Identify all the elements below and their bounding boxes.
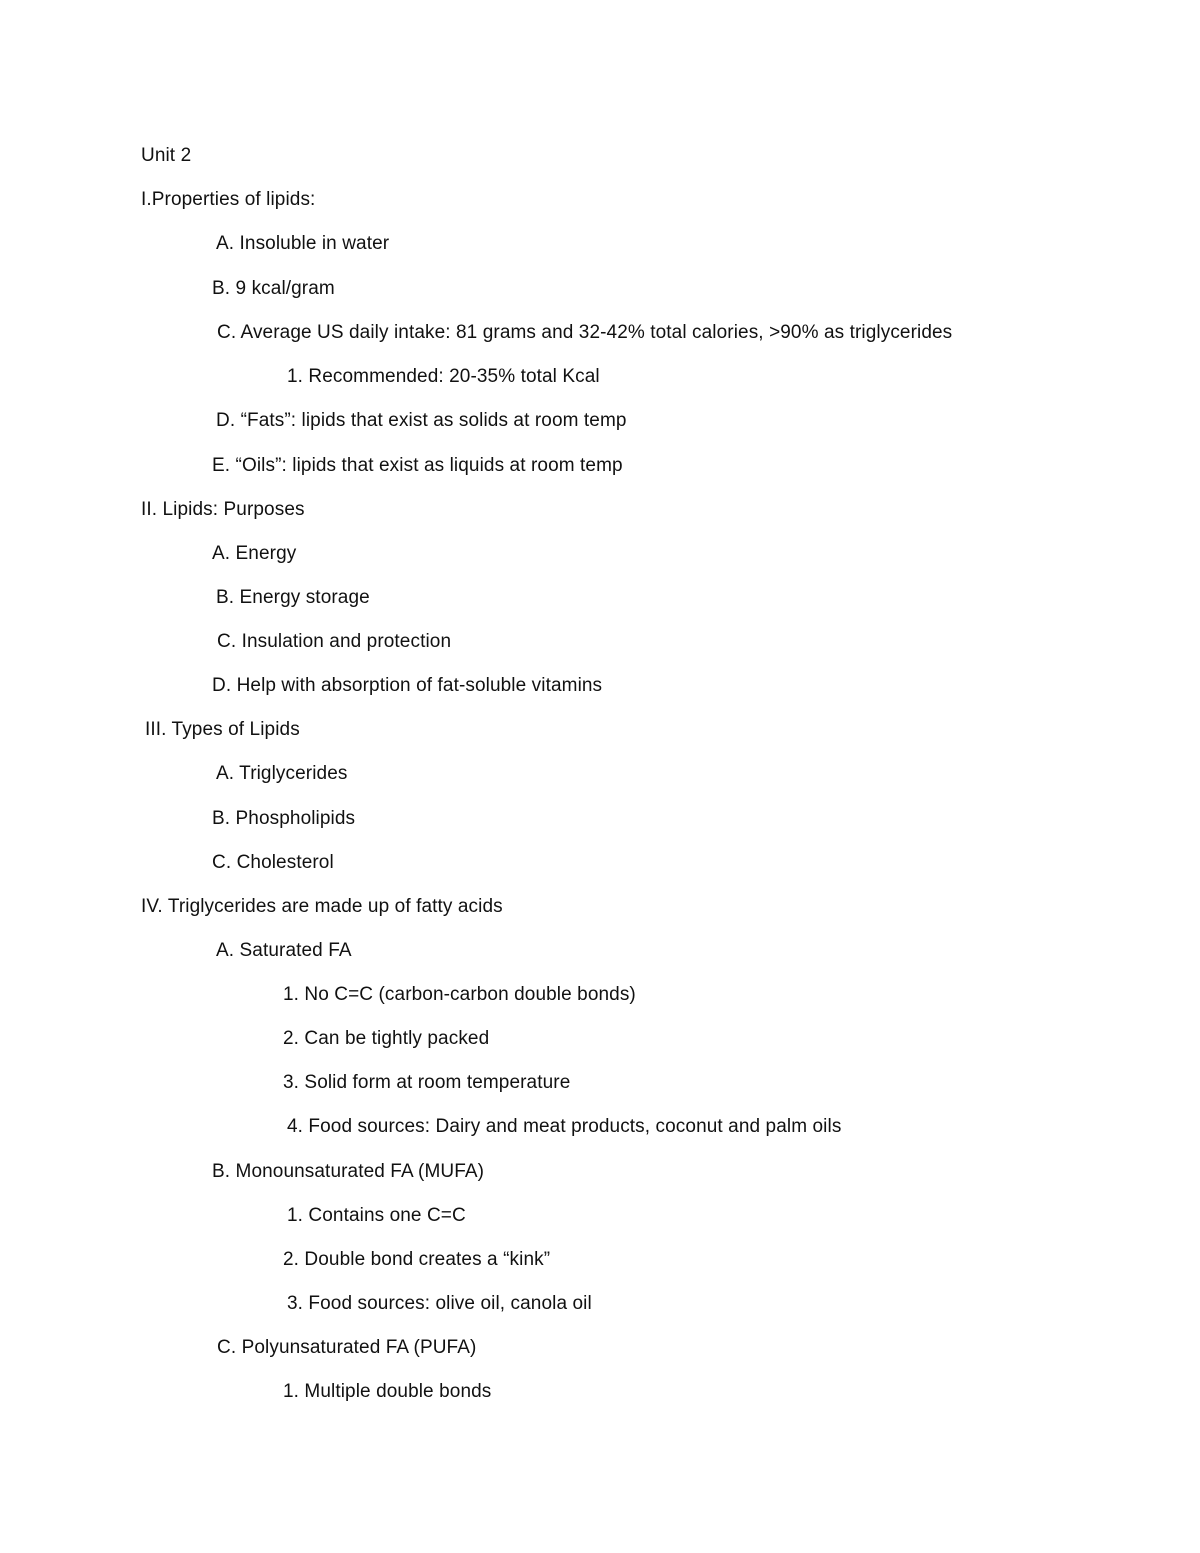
outline-subitem: 1. Contains one C=C	[287, 1205, 466, 1226]
outline-item: C. Polyunsaturated FA (PUFA)	[217, 1337, 477, 1358]
section-heading-4: IV. Triglycerides are made up of fatty acids	[141, 896, 503, 917]
document-title: Unit 2	[141, 145, 192, 166]
outline-subitem: 4. Food sources: Dairy and meat products, coconut and palm oils	[287, 1116, 842, 1137]
outline-subitem: 3. Solid form at room temperature	[283, 1072, 571, 1093]
outline-subitem: 1. Multiple double bonds	[283, 1381, 492, 1402]
outline-item: A. Energy	[212, 543, 297, 564]
section-heading-1: I.Properties of lipids:	[141, 189, 316, 210]
outline-subitem: 1. No C=C (carbon-carbon double bonds)	[283, 984, 636, 1005]
outline-item: E. “Oils”: lipids that exist as liquids at room temp	[212, 455, 623, 476]
outline-item: B. Monounsaturated FA (MUFA)	[212, 1161, 485, 1182]
outline-subitem: 3. Food sources: olive oil, canola oil	[287, 1293, 592, 1314]
outline-item: A. Saturated FA	[216, 940, 352, 961]
outline-item: B. 9 kcal/gram	[212, 278, 335, 299]
outline-item: A. Insoluble in water	[216, 233, 390, 254]
outline-item: B. Energy storage	[216, 587, 370, 608]
outline-subitem: 2. Can be tightly packed	[283, 1028, 490, 1049]
outline-item: C. Cholesterol	[212, 852, 334, 873]
outline-subitem: 1. Recommended: 20-35% total Kcal	[287, 366, 600, 387]
outline-item: A. Triglycerides	[216, 763, 348, 784]
section-heading-3: III. Types of Lipids	[145, 719, 300, 740]
outline-item: D. “Fats”: lipids that exist as solids at room temp	[216, 410, 627, 431]
section-heading-2: II. Lipids: Purposes	[141, 499, 305, 520]
outline-item: C. Average US daily intake: 81 grams and 32-42% total calories, >90% as triglycerides	[217, 322, 953, 343]
outline-item: B. Phospholipids	[212, 808, 356, 829]
outline-subitem: 2. Double bond creates a “kink”	[283, 1249, 551, 1270]
outline-item: C. Insulation and protection	[217, 631, 452, 652]
outline-item: D. Help with absorption of fat-soluble vitamins	[212, 675, 603, 696]
